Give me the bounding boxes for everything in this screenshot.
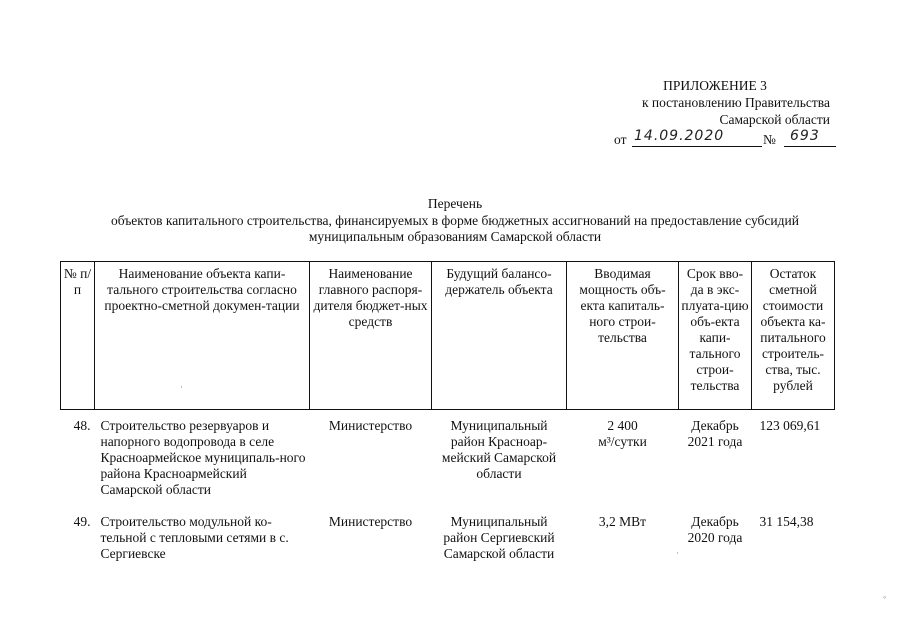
heading-line3: муниципальным образованиям Самарской области: [308, 229, 602, 244]
header-deadline: Срок вво-да в экс-плуата-цию объ-екта капи-тального строи-тельства: [679, 262, 752, 410]
capacity-value: 2 400: [607, 418, 638, 433]
header-num: № п/п: [61, 262, 95, 410]
row-deadline: Декабрь 2020 года: [687, 514, 743, 545]
header-cost: Остаток сметной стоимости объекта ка-питального строитель-ства, тыс. рублей: [752, 262, 835, 410]
row-holder: Муниципальный район Красноар-мейский Самарской области: [441, 418, 557, 481]
scan-speck: ◦: [883, 592, 887, 602]
appendix-title: ПРИЛОЖЕНИЕ 3: [663, 78, 767, 93]
row-cost: 31 154,38: [759, 514, 814, 529]
header-capacity: Вводимая мощность объ-екта капиталь-ного строи-тельства: [567, 262, 679, 410]
table-row: [61, 410, 835, 507]
row-cost: 123 069,61: [759, 418, 821, 433]
heading-title: Перечень: [427, 196, 483, 211]
appendix-line1: к постановлению Правительства: [641, 95, 830, 110]
handwritten-date: 14.09.2020: [632, 128, 762, 147]
table-row: [61, 506, 835, 570]
heading-line2: объектов капитального строительства, финансируемых в форме бюджетных ассигнований на предоставление субсидий: [111, 212, 799, 228]
row-num: 49.: [73, 514, 91, 529]
document-heading: [40, 196, 870, 246]
capacity-unit: м³/сутки: [598, 434, 647, 449]
number-label: №: [763, 132, 776, 147]
row-holder: Муниципальный район Сергиевский Самарской области: [443, 514, 555, 561]
date-prefix: от: [614, 132, 627, 147]
capacity-value: 3,2 МВт: [598, 514, 647, 529]
scan-speck: ·: [180, 382, 183, 392]
row-num: 48.: [73, 418, 91, 433]
appendix-block: [560, 77, 830, 153]
appendix-dateline: [560, 128, 830, 153]
row-name: Строительство резервуаров и напорного водопровода в селе Красноармейское муниципаль-ного района Красноармейский Самарской области: [100, 418, 306, 497]
row-manager: Министерство: [328, 418, 413, 433]
header-name: Наименование объекта капи-тального строительства согласно проектно-сметной докумен-тации: [95, 262, 310, 410]
scan-speck: ·: [676, 548, 679, 558]
header-manager: Наименование главного распоря-дителя бюджет-ных средств: [310, 262, 432, 410]
row-capacity: [567, 410, 679, 507]
row-name: Строительство модульной ко-тельной с тепловыми сетями в с. Сергиевске: [100, 514, 289, 561]
row-deadline: Декабрь 2021 года: [687, 418, 743, 449]
row-manager: Министерство: [328, 514, 413, 529]
header-holder: Будущий балансо-держатель объекта: [432, 262, 567, 410]
appendix-line2: Самарской области: [719, 112, 830, 127]
objects-table: [60, 261, 835, 570]
handwritten-number: 693: [784, 128, 836, 147]
row-capacity: [567, 506, 679, 570]
table-header-row: [61, 262, 835, 410]
